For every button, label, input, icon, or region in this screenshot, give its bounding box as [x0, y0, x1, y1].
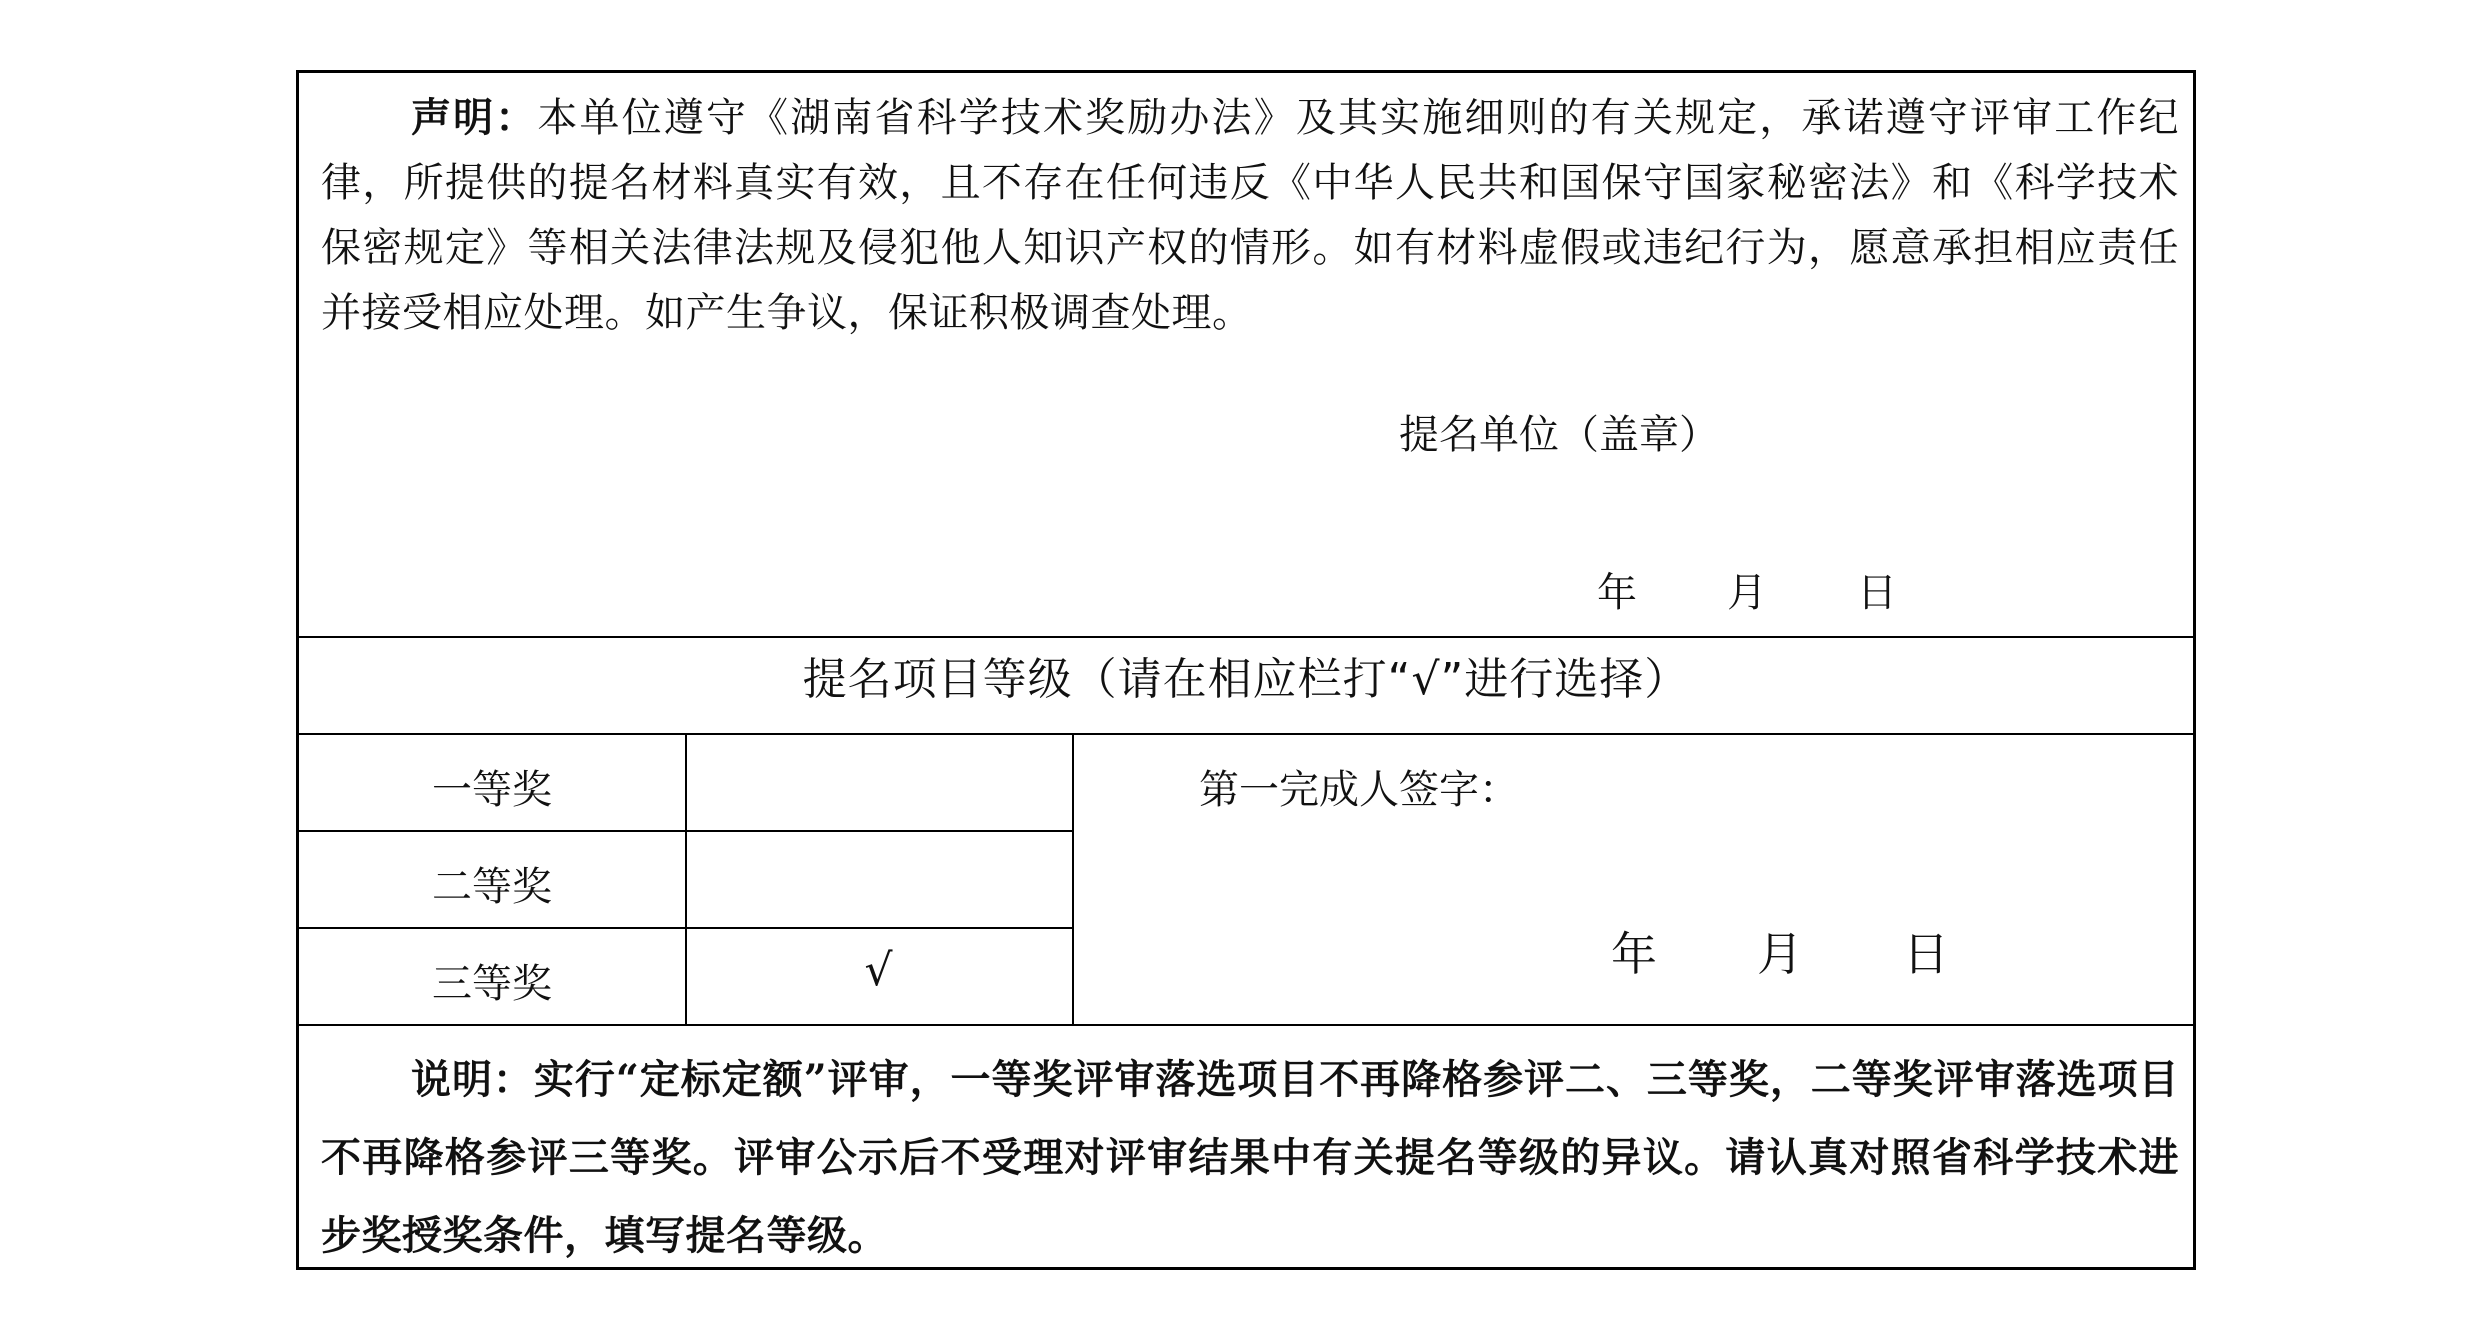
signature-date-month: 月 — [1757, 927, 1803, 981]
declaration-date — [1597, 561, 1897, 618]
signature-date-year: 年 — [1611, 927, 1657, 981]
grade-label-first: 一等奖 — [432, 767, 552, 813]
grade-label-second: 二等奖 — [432, 864, 552, 910]
first-completer-signature-label: 第一完成人签字： — [1199, 767, 1519, 813]
grade-label-third: 三等奖 — [432, 961, 552, 1007]
declaration-heading: 声明： — [411, 94, 538, 141]
note-text: 实行“定标定额”评审，一等奖评审落选项目不再降格参评二、三等奖，二等奖评审落选项目不再降格参评三等奖。评审公示后不受理对评审结果中有关提名等级的异议。请认真对照省科学技术进步奖授奖条件，填写提名等级。 — [321, 1056, 2180, 1259]
declaration-paragraph — [321, 85, 2179, 346]
nomination-form-table — [296, 70, 2196, 1270]
signature-date — [1611, 918, 1949, 984]
declaration-date-year: 年 — [1597, 570, 1637, 616]
note-heading: 说明： — [411, 1056, 534, 1103]
divider-note — [299, 1024, 2193, 1026]
declaration-date-day: 日 — [1857, 570, 1897, 616]
nominator-seal-label: 提名单位（盖章） — [1399, 412, 1719, 458]
grade-check-third[interactable]: √ — [864, 945, 893, 996]
declaration-text: 本单位遵守《湖南省科学技术奖励办法》及其实施细则的有关规定，承诺遵守评审工作纪律，所提供的提名材料真实有效，且不存在任何违反《中华人民共和国保守国家秘密法》和《科学技术保密规定》等相关法律法规及侵犯他人知识产权的情形。如有材料虚假或违纪行为，愿意承担相应责任并接受相应处理。如产生争议，保证积极调查处理。 — [321, 95, 2180, 336]
divider-declaration — [299, 636, 2193, 638]
signature-date-day: 日 — [1903, 927, 1949, 981]
declaration-date-month: 月 — [1727, 570, 1767, 616]
note-paragraph — [321, 1041, 2179, 1275]
divider-grade-col-2 — [1072, 733, 1074, 1024]
divider-title — [299, 733, 2193, 735]
divider-grade-col-1 — [685, 733, 687, 1024]
grade-section-title: 提名项目等级（请在相应栏打“√”进行选择） — [802, 654, 1690, 705]
